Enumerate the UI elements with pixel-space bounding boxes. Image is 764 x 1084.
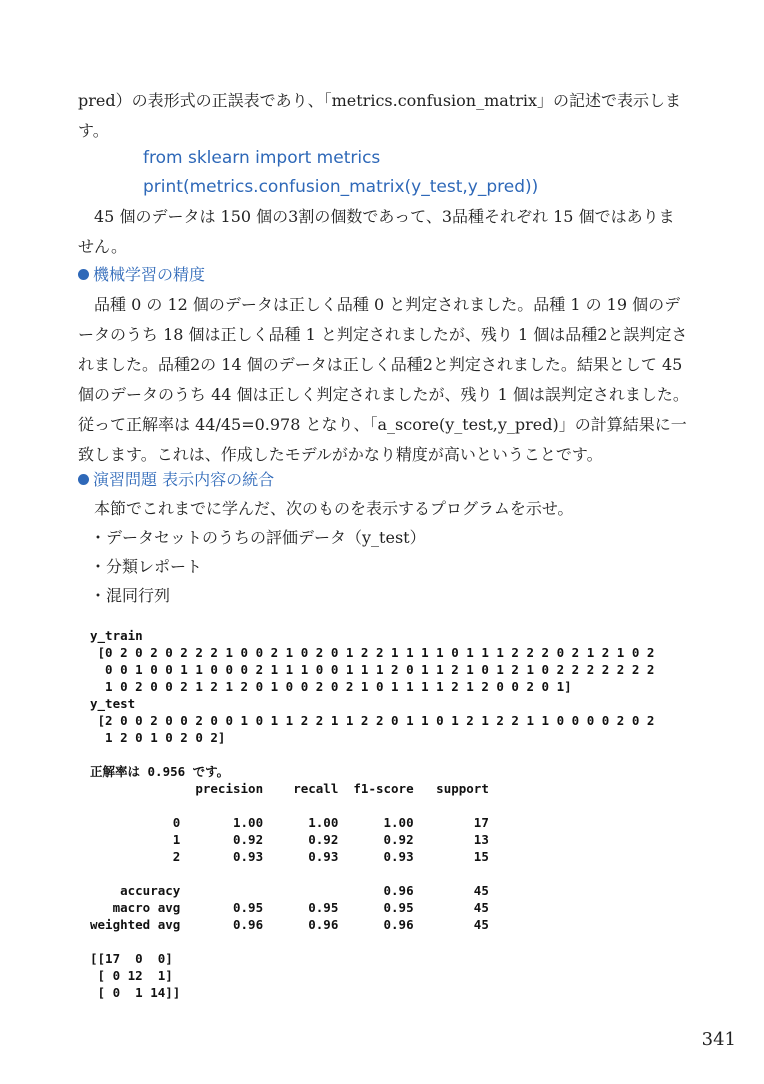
list-item: ・分類レポート [90,557,203,576]
bullet-icon [78,269,89,280]
list-item: ・混同行列 [90,586,171,605]
page-number: 341 [701,1029,736,1050]
code-line-print: print(metrics.confusion_matrix(y_test,y_pred)) [143,177,539,197]
section-heading-text: 機械学習の精度 [93,265,206,284]
code-line-import: from sklearn import metrics [143,148,381,168]
paragraph-accuracy: 品種 0 の 12 個のデータは正しく品種 0 と判定されました。品種 1 の 19 個のデータのうち 18 個は正しく品種 1 と判定されましたが、残り 1 個は品種2と誤判定されました。品種2の 14 個のデータは正しく品種2と判定されました。結果として 45 個のデータのうち 44 個は正しく判定されましたが、残り 1 個は誤判定されました。従って正解率は 44/45=0.978 となり、「a_score(y_test,y_pred)」の計算結果に一致します。これは、作成したモデルがかなり精度が高いということです。 [78,295,689,464]
section-heading-exercise [78,465,274,495]
section-heading-text: 演習問題 表示内容の統合 [93,470,275,489]
paragraph-data-count: 45 個のデータは 150 個の3割の個数であって、3品種それぞれ 15 個ではありません。 [78,207,675,256]
list-item: ・データセットのうちの評価データ（y_test） [90,528,426,547]
program-output: y_train [0 2 0 2 0 2 2 2 1 0 0 2 1 0 2 0 1 2 2 1 1 1 1 0 1 1 1 2 2 2 0 2 1 2 1 0 2 0 0 1 0 0 1 1 0 0 0 2 1 1 1 0 0 1 1 1 2 0 1 1 2 1 0 1 2 1 0 2 2 2 2 2 2 2 1 0 2 0 0 2 1 2 1 2 0 1 0 0 2 0 2 1 0 1 1 1 1 2 1 2 0 0 2 0 1] y_test [2 0 0 2 0 0 2 0 0 1 0 1 1 2 2 1 1 2 2 0 1 1 0 1 2 1 2 2 1 1 0 0 0 0 2 0 2 1 2 0 1 0 2 0 2] 正解率は 0.956 です。 precision recall f1-score support 0 1.00 1.00 1.00 17 1 0.92 0.92 0.92 13 2 0.93 0.93 0.93 15 accuracy 0.96 45 macro avg 0.95 0.95 0.95 45 weighted avg 0.96 0.96 0.96 45 [[17 0 0] [ 0 12 1] [ 0 1 14]] [90,628,655,1000]
paragraph-exercise: 本節でこれまでに学んだ、次のものを表示するプログラムを示せ。 [94,499,574,518]
paragraph-intro: pred）の表形式の正誤表であり、「metrics.confusion_matrix」の記述で表示します。 [78,91,682,140]
section-heading-accuracy [78,260,205,290]
bullet-icon [78,474,89,485]
